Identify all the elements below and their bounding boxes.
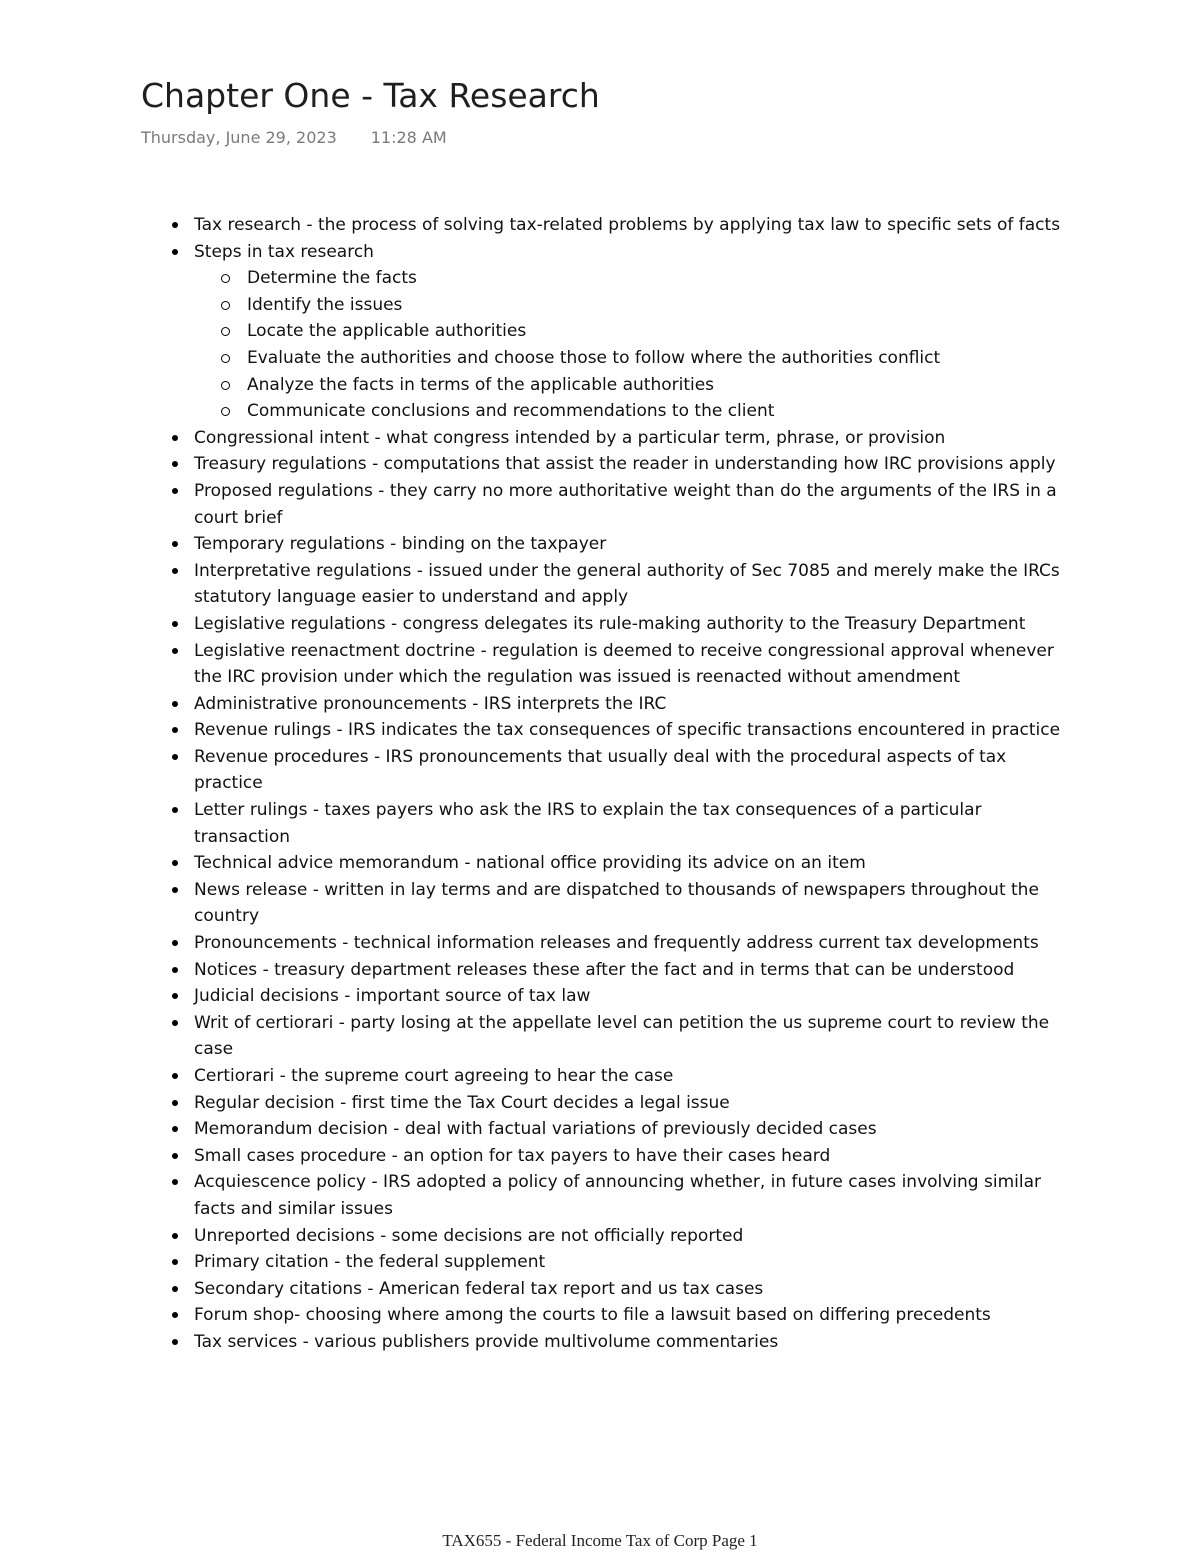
sub-list-item: Locate the applicable authorities xyxy=(247,318,1074,345)
list-item-text: News release - written in lay terms and are dispatched to thousands of newspapers throughout the country xyxy=(194,879,1039,927)
page-title: Chapter One - Tax Research xyxy=(141,76,600,115)
list-item-text: Certiorari - the supreme court agreeing to hear the case xyxy=(194,1066,674,1086)
list-item xyxy=(194,478,1074,531)
list-item-text: Notices - treasury department releases these after the fact and in terms that can be understood xyxy=(194,959,1015,980)
list-item-text: Letter rulings - taxes payers who ask the IRS to explain the tax consequences of a particular transaction xyxy=(194,800,982,847)
list-item xyxy=(194,930,1074,957)
list-item xyxy=(194,1169,1074,1222)
list-item-text: Unreported decisions - some decisions are not officially reported xyxy=(194,1225,744,1246)
list-item xyxy=(194,1090,1074,1117)
list-item xyxy=(194,558,1074,611)
list-item xyxy=(194,797,1074,850)
list-item-text: Steps in tax research xyxy=(194,241,374,262)
sub-list-item: Communicate conclusions and recommendations to the client xyxy=(247,398,1074,425)
page-timestamp xyxy=(141,126,447,150)
page-footer: TAX655 - Federal Income Tax of Corp Page 1 xyxy=(442,1531,758,1550)
list-item xyxy=(194,1302,1074,1329)
list-item xyxy=(194,877,1074,930)
list-item-text: Regular decision - first time the Tax Court decides a legal issue xyxy=(194,1092,730,1113)
list-item xyxy=(194,1276,1074,1303)
list-item xyxy=(194,638,1074,691)
list-item xyxy=(194,744,1074,797)
list-item-text: Judicial decisions - important source of tax law xyxy=(194,986,591,1007)
list-item xyxy=(194,957,1074,984)
list-item-text: Tax research - the process of solving tax-related problems by applying tax law to specific sets of facts xyxy=(194,215,1061,235)
list-item xyxy=(194,1143,1074,1170)
sub-list-item: Determine the facts xyxy=(247,265,1074,292)
list-item-text: Congressional intent - what congress intended by a particular term, phrase, or provision xyxy=(194,427,946,448)
list-item xyxy=(194,1223,1074,1250)
list-item xyxy=(194,451,1074,478)
list-item-text: Interpretative regulations - issued under the general authority of Sec 7085 and merely make the IRCs statutory language easier to understand and apply xyxy=(194,560,1060,608)
list-item-text: Technical advice memorandum - national office providing its advice on an item xyxy=(194,853,866,874)
list-item-text: Secondary citations - American federal tax report and us tax cases xyxy=(194,1278,764,1299)
list-item-text: Proposed regulations - they carry no more authoritative weight than do the arguments of the IRS in a court brief xyxy=(194,480,1057,528)
list-item-text: Writ of certiorari - party losing at the appellate level can petition the us supreme court to review the case xyxy=(194,1012,1050,1060)
list-item-text: Revenue procedures - IRS pronouncements that usually deal with the procedural aspects of tax practice xyxy=(194,746,1007,794)
list-item-text: Treasury regulations - computations that assist the reader in understanding how IRC provisions apply xyxy=(194,454,1056,475)
list-item xyxy=(194,425,1074,452)
list-item xyxy=(194,212,1074,239)
list-item-text: Pronouncements - technical information releases and frequently address current tax developments xyxy=(194,933,1039,954)
list-item xyxy=(194,1329,1074,1356)
list-item xyxy=(194,1010,1074,1063)
list-item xyxy=(194,531,1074,558)
list-item-text: Legislative reenactment doctrine - regulation is deemed to receive congressional approval whenever the IRC provision under which the regulation was issued is reenacted without amendment xyxy=(194,640,1054,688)
list-item-text: Memorandum decision - deal with factual variations of previously decided cases xyxy=(194,1119,877,1140)
list-item xyxy=(194,1063,1074,1090)
list-item xyxy=(194,239,1074,425)
list-item xyxy=(194,691,1074,718)
sub-list-item: Analyze the facts in terms of the applicable authorities xyxy=(247,372,1074,399)
list-item-text: Acquiescence policy - IRS adopted a policy of announcing whether, in future cases involving similar facts and similar issues xyxy=(194,1172,1041,1219)
list-item-text: Small cases procedure - an option for tax payers to have their cases heard xyxy=(194,1145,831,1166)
list-item-text: Tax services - various publishers provide multivolume commentaries xyxy=(194,1331,779,1352)
list-item xyxy=(194,1249,1074,1276)
list-item xyxy=(194,611,1074,638)
list-item xyxy=(194,983,1074,1010)
list-item-text: Administrative pronouncements - IRS interprets the IRC xyxy=(194,693,667,714)
page-time: 11:28 AM xyxy=(370,128,447,147)
list-item xyxy=(194,717,1074,744)
list-item-text: Temporary regulations - binding on the taxpayer xyxy=(194,534,607,555)
list-item-text: Revenue rulings - IRS indicates the tax consequences of specific transactions encountered in practice xyxy=(194,720,1061,741)
list-item-text: Primary citation - the federal supplement xyxy=(194,1252,546,1273)
list-item-text: Legislative regulations - congress delegates its rule-making authority to the Treasury Department xyxy=(194,613,1026,634)
list-item-text: Forum shop- choosing where among the courts to file a lawsuit based on differing precedents xyxy=(194,1305,991,1326)
sub-list-item: Identify the issues xyxy=(247,292,1074,319)
page-date: Thursday, June 29, 2023 xyxy=(141,128,337,147)
sub-list-item: Evaluate the authorities and choose those to follow where the authorities conflict xyxy=(247,345,1074,372)
sub-list xyxy=(194,265,1074,425)
list-item xyxy=(194,1116,1074,1143)
notes-list xyxy=(194,212,1074,1356)
list-item xyxy=(194,850,1074,877)
